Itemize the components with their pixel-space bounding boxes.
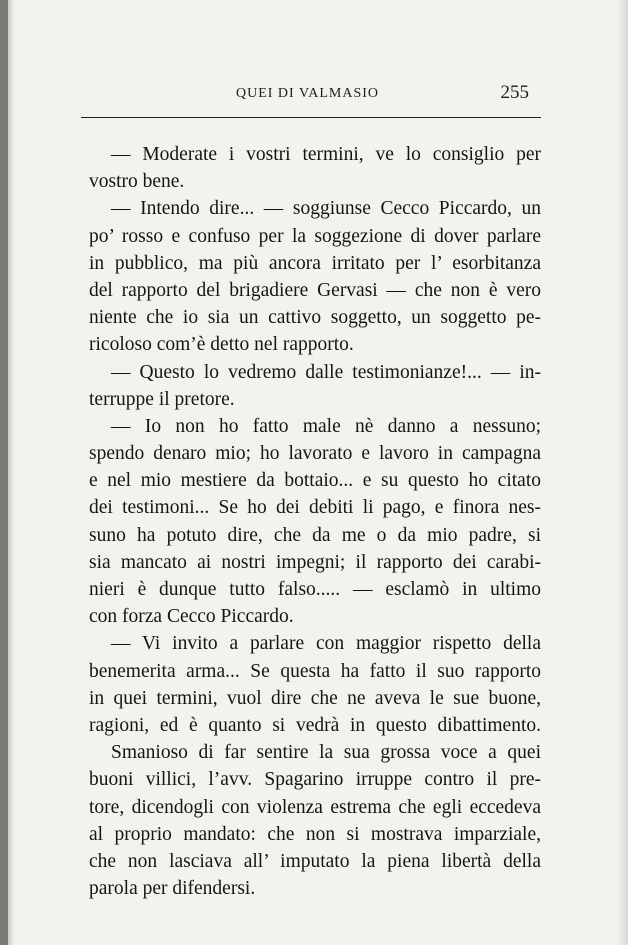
text-line: po’ rosso e confuso per la soggezione di dover parlare bbox=[89, 225, 541, 247]
page-number: 255 bbox=[500, 82, 529, 103]
body-text bbox=[89, 141, 541, 902]
text-line: e nel mio mestiere da bottaio... e su questo ho citato bbox=[89, 470, 541, 492]
text-line: in quei termini, vuol dire che ne aveva le sue buone, bbox=[89, 687, 541, 709]
text-line: benemerita arma... Se questa ha fatto il suo rapporto bbox=[89, 660, 541, 682]
text-line: parola per difendersi. bbox=[89, 878, 256, 900]
text-line: — Vi invito a parlare con maggior rispetto della bbox=[111, 633, 541, 655]
text-line: niente che io sia un cattivo soggetto, un soggetto pe- bbox=[89, 307, 541, 329]
text-line: suno ha potuto dire, che da me o da mio padre, si bbox=[89, 524, 541, 546]
text-line: dei testimoni... Se ho dei debiti li pago, e finora nes- bbox=[89, 497, 541, 519]
text-line: sia mancato ai nostri impegni; il rapporto dei carabi- bbox=[89, 551, 541, 573]
text-line: ricoloso com’è detto nel rapporto. bbox=[89, 334, 354, 356]
text-line: del rapporto del brigadiere Gervasi — che non è vero bbox=[89, 279, 541, 301]
text-line: in pubblico, ma più ancora irritato per l’ esorbitanza bbox=[89, 252, 541, 274]
text-line: — Intendo dire... — soggiunse Cecco Piccardo, un bbox=[111, 198, 541, 220]
text-line: terruppe il pretore. bbox=[89, 388, 235, 410]
text-line: — Questo lo vedremo dalle testimonianze!... — in- bbox=[111, 361, 541, 383]
text-line: spendo denaro mio; ho lavorato e lavoro in campagna bbox=[89, 443, 541, 465]
text-line: buoni villici, l’avv. Spagarino irruppe contro il pre- bbox=[89, 769, 541, 791]
page-header bbox=[81, 82, 541, 108]
text-line: — Io non ho fatto male nè danno a nessuno; bbox=[111, 415, 541, 437]
text-line: tore, dicendogli con violenza estrema che egli eccedeva bbox=[89, 796, 541, 818]
text-line: ragioni, ed è quanto si vedrà in questo dibattimento. bbox=[89, 714, 541, 736]
text-line: con forza Cecco Piccardo. bbox=[89, 606, 294, 628]
running-title: QUEI DI VALMASIO bbox=[236, 86, 380, 101]
text-line: vostro bene. bbox=[89, 171, 185, 193]
text-line: che non lasciava all’ imputato la piena libertà della bbox=[89, 850, 541, 872]
text-line: — Moderate i vostri termini, ve lo consiglio per bbox=[111, 144, 541, 165]
text-line: al proprio mandato: che non si mostrava imparziale, bbox=[89, 823, 541, 845]
book-page bbox=[8, 0, 628, 945]
text-line: Smanioso di far sentire la sua grossa voce a quei bbox=[111, 742, 541, 764]
text-line: nieri è dunque tutto falso..... — esclamò in ultimo bbox=[89, 579, 541, 600]
header-rule bbox=[81, 117, 541, 118]
